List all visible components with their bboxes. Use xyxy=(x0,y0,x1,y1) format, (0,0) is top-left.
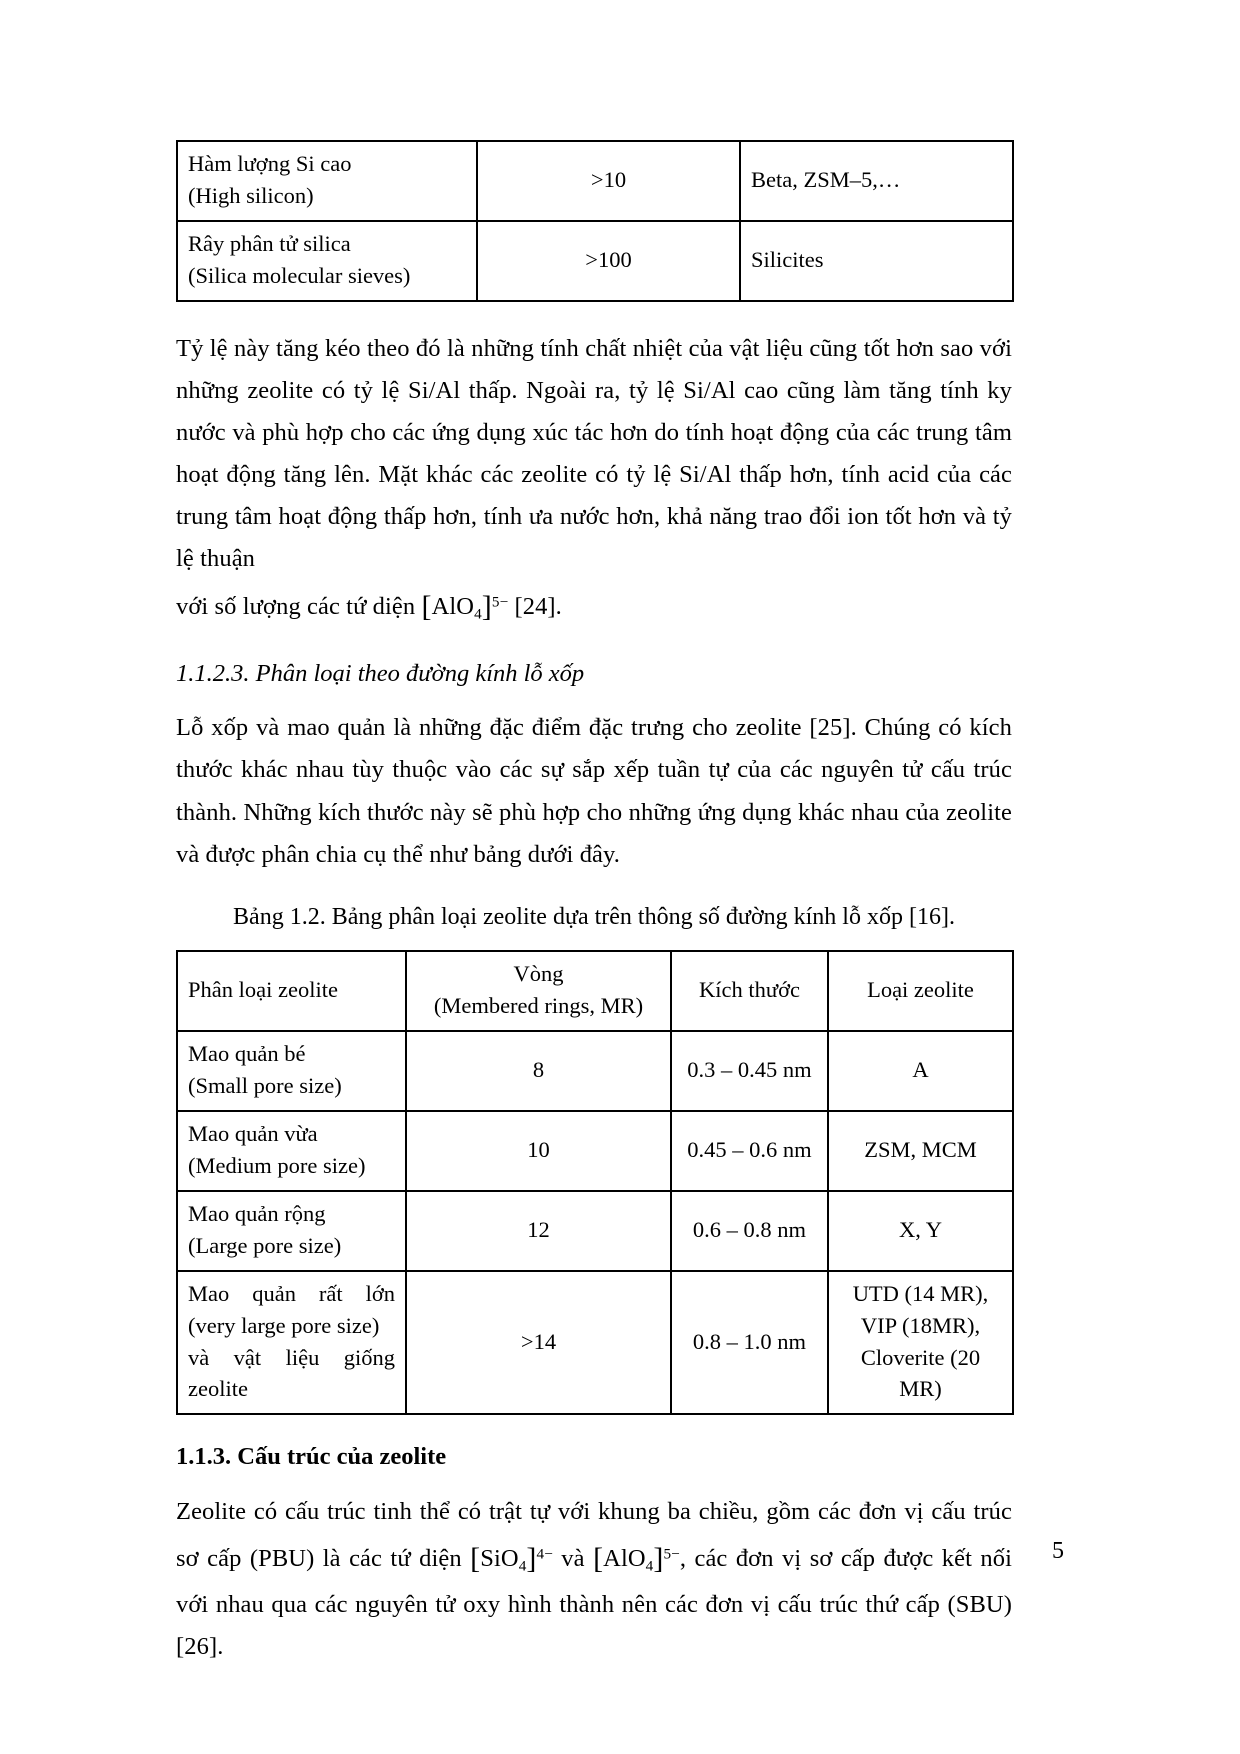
cell-types: Beta, ZSM–5,… xyxy=(740,141,1013,221)
zeolite-type-line3: Cloverite (20 xyxy=(860,1344,981,1370)
zeolite-type-line4: MR) xyxy=(899,1376,942,1402)
table-row xyxy=(177,221,1013,301)
cell-ratio: >10 xyxy=(477,141,740,221)
formula-base: AlO xyxy=(431,592,475,620)
header-rings xyxy=(406,951,671,1031)
table-row xyxy=(177,1271,1013,1415)
cell-classification xyxy=(177,1271,406,1415)
category-line-vi: Hàm lượng Si cao xyxy=(188,151,352,176)
paragraph-text: Lỗ xốp và mao quản là những đặc điểm đặc trưng cho zeolite [25]. Chúng có kích thước khác nhau tùy thuộc vào các sự sắp xếp tuần tự của các nguyên tử cấu trúc thành. Những kích thước này sẽ phù hợp cho những ứng dụng khác nhau của zeolite và được phân chia cụ thể như bảng dưới đây. xyxy=(176,714,1012,868)
table-header-row xyxy=(177,951,1013,1031)
cell-zeolite-type: ZSM, MCM xyxy=(828,1111,1013,1191)
classification-line-vi: Mao quản rộng xyxy=(188,1200,326,1226)
si-al-ratio-table xyxy=(176,140,1014,302)
cell-size: 0.3 – 0.45 nm xyxy=(671,1031,828,1111)
structure-text-part3: , các đơn vị sơ cấp được kết nối với nhau qua các nguyên tử oxy hình thành nên các đơn vị cấu trúc thứ cấp (SBU) [26]. xyxy=(176,1544,1013,1661)
cell-rings: >14 xyxy=(406,1271,671,1415)
classification-line-vi: Mao quản rất lớn xyxy=(188,1280,395,1306)
table-caption: Bảng 1.2. Bảng phân loại zeolite dựa trên thông số đường kính lỗ xốp [16]. xyxy=(233,903,955,930)
header-classification: Phân loại zeolite xyxy=(177,951,406,1031)
formula-sio4 xyxy=(470,1541,553,1575)
bracket-close: ] xyxy=(481,589,492,623)
cell-classification xyxy=(177,1031,406,1111)
cell-ratio: >100 xyxy=(477,221,740,301)
formula-base: SiO xyxy=(480,1544,519,1572)
bracket-open: [ xyxy=(593,1541,604,1575)
paragraph-si-al-ratio xyxy=(176,328,1012,581)
formula-superscript: 4− xyxy=(536,1545,553,1563)
classification-line-en: (Large pore size) xyxy=(188,1232,342,1258)
category-line-vi: Rây phân tử silica xyxy=(188,230,351,256)
cell-rings: 10 xyxy=(406,1111,671,1191)
cell-classification xyxy=(177,1191,406,1271)
cell-size: 0.8 – 1.0 nm xyxy=(671,1271,828,1415)
bracket-close: ] xyxy=(526,1541,537,1575)
tail-prefix: với số lượng các tứ diện xyxy=(176,592,422,620)
cell-types: Silicites xyxy=(740,221,1013,301)
zeolite-pore-classification-table xyxy=(176,950,1014,1415)
formula-subscript: 4 xyxy=(645,1556,654,1574)
cell-rings: 12 xyxy=(406,1191,671,1271)
cell-category xyxy=(177,141,477,221)
formula-base: AlO xyxy=(603,1544,646,1572)
classification-line-vi: Mao quản bé xyxy=(188,1041,306,1067)
cell-size: 0.45 – 0.6 nm xyxy=(671,1111,828,1191)
tail-suffix: [24]. xyxy=(508,592,562,620)
cell-zeolite-type: X, Y xyxy=(828,1191,1013,1271)
header-rings-line2: (Membered rings, MR) xyxy=(433,993,644,1019)
cell-zeolite-type: A xyxy=(828,1031,1013,1111)
header-size: Kích thước xyxy=(671,951,828,1031)
category-line-en: (Silica molecular sieves) xyxy=(188,262,411,288)
cell-size: 0.6 – 0.8 nm xyxy=(671,1191,828,1271)
header-rings-line1: Vòng xyxy=(513,961,564,987)
classification-line-en: (Small pore size) xyxy=(188,1072,342,1098)
table-row xyxy=(177,1031,1013,1111)
table-row xyxy=(177,141,1013,221)
paragraph-text: Tỷ lệ này tăng kéo theo đó là những tính chất nhiệt của vật liệu cũng tốt hơn sao với những zeolite có tỷ lệ Si/Al thấp. Ngoài ra, tỷ lệ Si/Al cao cũng làm tăng tính ky nước và phù hợp cho các ứng dụng xúc tác hơn do tính hoạt động của các trung tâm hoạt động tăng lên. Mặt khác các zeolite có tỷ lệ Si/Al thấp hơn, tính acid của các trung tâm hoạt động thấp hơn, tính ưa nước hơn, khả năng trao đổi ion tốt hơn và tỷ lệ thuận xyxy=(176,334,1012,573)
page-number: 5 xyxy=(1052,1538,1064,1564)
paragraph-si-al-ratio-tail xyxy=(176,581,1012,633)
structure-text-part2: và xyxy=(552,1544,594,1572)
cell-classification xyxy=(177,1111,406,1191)
formula-subscript: 4 xyxy=(474,604,482,622)
classification-line-vi-3: zeolite xyxy=(188,1376,248,1402)
formula-alo4 xyxy=(593,1541,680,1575)
cell-rings: 8 xyxy=(406,1031,671,1111)
paragraph-zeolite-structure xyxy=(176,1491,1012,1669)
section-heading-1123: 1.1.2.3. Phân loại theo đường kính lỗ xốp xyxy=(176,660,585,688)
cell-zeolite-type xyxy=(828,1271,1013,1415)
classification-line-en: (Medium pore size) xyxy=(188,1152,366,1178)
zeolite-type-line2: VIP (18MR), xyxy=(860,1312,981,1338)
formula-subscript: 4 xyxy=(518,1556,527,1574)
bracket-close: ] xyxy=(653,1541,664,1575)
formula-alo4 xyxy=(421,589,509,623)
zeolite-type-line1: UTD (14 MR), xyxy=(852,1280,989,1306)
classification-line-vi-2: và vật liệu giống xyxy=(188,1344,395,1370)
classification-line-en: (very large pore size) xyxy=(188,1312,380,1338)
page-content xyxy=(176,140,1012,1669)
classification-line-vi: Mao quản vừa xyxy=(188,1120,318,1146)
cell-category xyxy=(177,221,477,301)
bracket-open: [ xyxy=(470,1541,481,1575)
section-heading-113: 1.1.3. Cấu trúc của zeolite xyxy=(176,1443,447,1471)
paragraph-pore-size xyxy=(176,707,1012,876)
header-zeolite-type: Loại zeolite xyxy=(828,951,1013,1031)
category-line-en: (High silicon) xyxy=(188,182,314,208)
bracket-open: [ xyxy=(421,589,432,623)
structure-text-part1: Zeolite có cấu trúc tinh thể có trật tự với khung ba chiều, gồm các đơn vị cấu trúc sơ cấp (PBU) là các tứ diện xyxy=(176,1497,1012,1572)
formula-superscript: 5− xyxy=(491,593,509,611)
table-row xyxy=(177,1191,1013,1271)
table-row xyxy=(177,1111,1013,1191)
formula-superscript: 5− xyxy=(663,1545,680,1563)
